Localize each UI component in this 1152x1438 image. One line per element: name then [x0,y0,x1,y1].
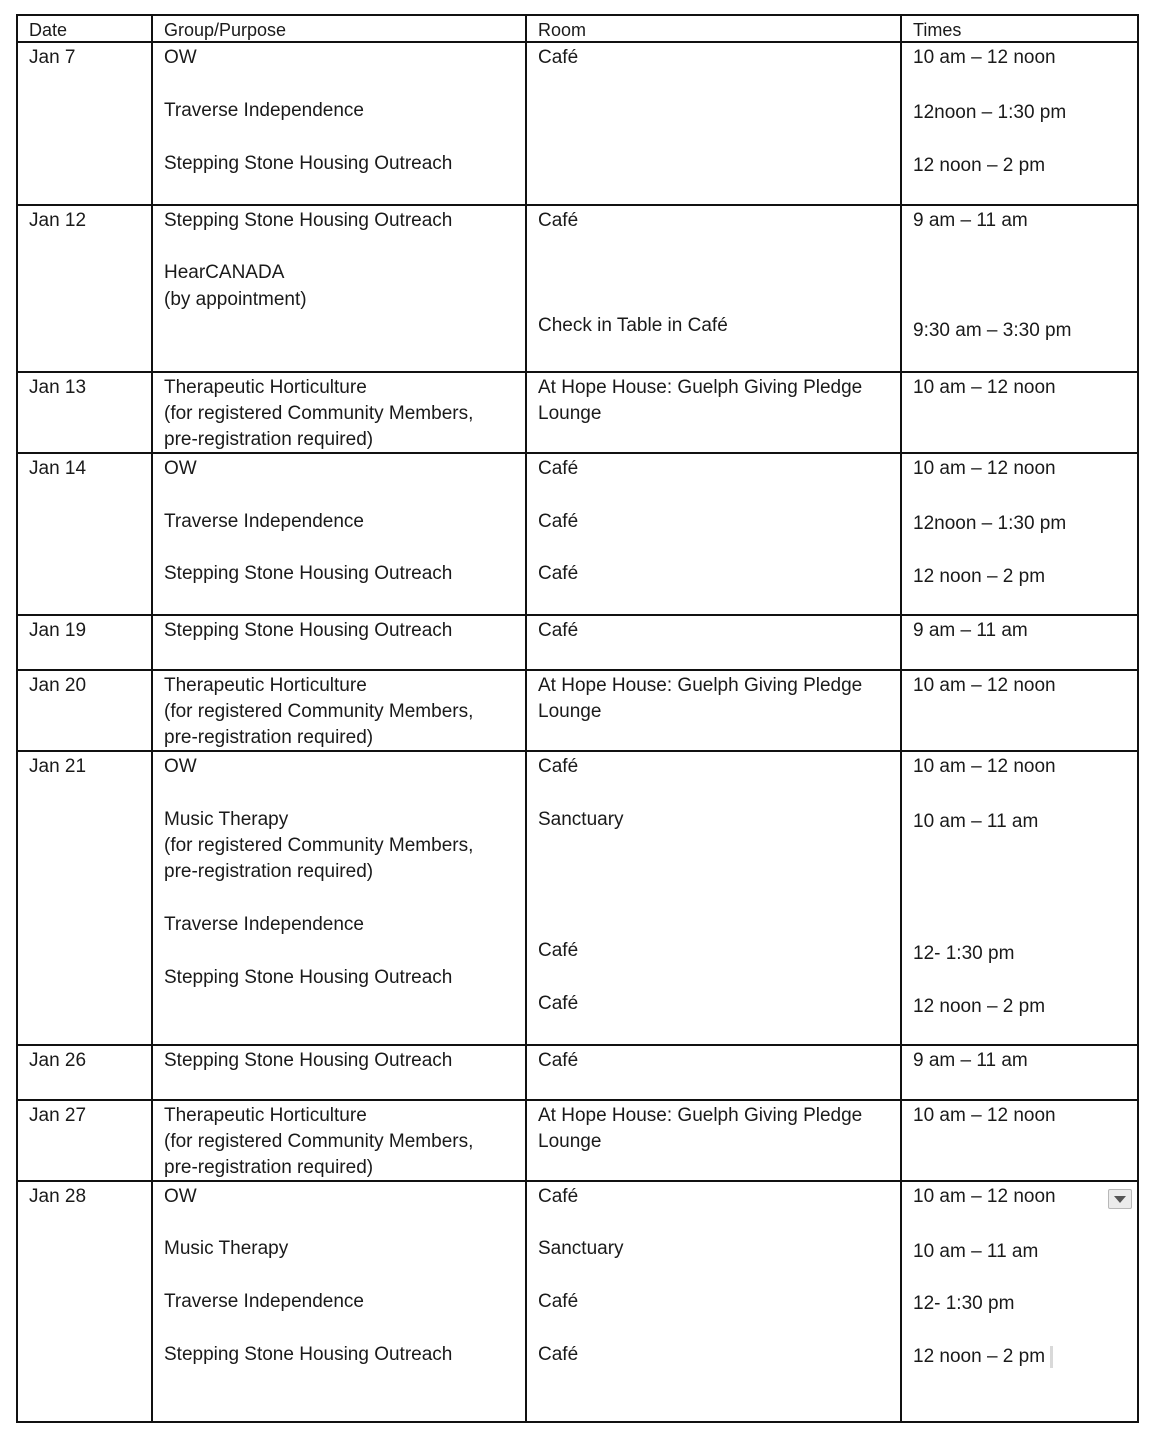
column-divider [525,14,527,1423]
cell-dropdown-button[interactable] [1108,1189,1132,1209]
row-divider [16,204,1139,206]
group-cell: (by appointment) [164,289,307,310]
room-cell: Café [538,993,579,1014]
date-cell: Jan 21 [29,756,87,777]
room-cell: Sanctuary [538,809,624,830]
room-cell: Café [538,1186,579,1207]
row-divider [16,1099,1139,1101]
time-cell: 12noon – 1:30 pm [913,513,1067,534]
group-cell: Stepping Stone Housing Outreach [164,153,453,174]
group-cell: pre-registration required) [164,429,374,450]
room-cell: Sanctuary [538,1238,624,1259]
column-divider [151,14,153,1423]
time-cell: 10 am – 12 noon [913,458,1056,479]
room-cell: Lounge [538,1131,602,1152]
group-cell: Stepping Stone Housing Outreach [164,1344,453,1365]
column-divider [900,14,902,1423]
time-cell: 10 am – 11 am [913,811,1039,832]
group-cell: OW [164,458,197,479]
group-cell: Music Therapy [164,1238,289,1259]
group-cell: Traverse Independence [164,1291,364,1312]
group-cell: (for registered Community Members, [164,403,474,424]
time-cell: 10 am – 12 noon [913,47,1056,68]
room-cell: At Hope House: Guelph Giving Pledge [538,377,863,398]
group-cell: Traverse Independence [164,100,364,121]
row-divider [16,41,1139,43]
table-border-bottom [16,1421,1139,1423]
time-cell: 9 am – 11 am [913,210,1028,231]
time-cell: 12 noon – 2 pm [913,566,1046,587]
schedule-table [16,14,1139,1423]
group-cell: Traverse Independence [164,914,364,935]
time-cell: 12noon – 1:30 pm [913,102,1067,123]
group-cell: Therapeutic Horticulture [164,675,367,696]
header-group-purpose: Group/Purpose [164,20,287,40]
row-divider [16,614,1139,616]
room-cell: Café [538,458,579,479]
group-cell: Stepping Stone Housing Outreach [164,620,453,641]
group-cell: Music Therapy [164,809,289,830]
room-cell: Café [538,1291,579,1312]
date-cell: Jan 26 [29,1050,87,1071]
table-border-left [16,14,18,1423]
table-border-top [16,14,1139,16]
table-border-right [1137,14,1139,1423]
time-cell: 12 noon – 2 pm [913,155,1046,176]
chevron-down-icon[interactable] [1109,1190,1131,1208]
group-cell: Therapeutic Horticulture [164,377,367,398]
time-cell: 10 am – 12 noon [913,756,1056,777]
date-cell: Jan 27 [29,1105,87,1126]
row-divider [16,669,1139,671]
room-cell: At Hope House: Guelph Giving Pledge [538,675,863,696]
date-cell: Jan 19 [29,620,87,641]
group-cell: HearCANADA [164,262,285,283]
room-cell: Café [538,940,579,961]
time-cell: 10 am – 12 noon [913,1105,1056,1126]
room-cell: Café [538,511,579,532]
group-cell: Traverse Independence [164,511,364,532]
row-divider [16,371,1139,373]
group-cell: OW [164,756,197,777]
time-cell: 12 noon – 2 pm [913,1346,1046,1367]
time-cell: 10 am – 12 noon [913,377,1056,398]
room-cell: Check in Table in Café [538,315,728,336]
group-cell: Stepping Stone Housing Outreach [164,563,453,584]
date-cell: Jan 12 [29,210,87,231]
date-cell: Jan 13 [29,377,87,398]
time-cell: 12 noon – 2 pm [913,996,1046,1017]
group-cell: pre-registration required) [164,861,374,882]
group-cell: Stepping Stone Housing Outreach [164,1050,453,1071]
room-cell: Café [538,47,579,68]
room-cell: Café [538,756,579,777]
room-cell: Lounge [538,403,602,424]
time-cell: 10 am – 11 am [913,1241,1039,1262]
room-cell: At Hope House: Guelph Giving Pledge [538,1105,863,1126]
header-room: Room [538,20,587,40]
header-date: Date [29,20,68,40]
time-cell: 12- 1:30 pm [913,943,1015,964]
room-cell: Café [538,1344,579,1365]
group-cell: Stepping Stone Housing Outreach [164,967,453,988]
time-cell: 9 am – 11 am [913,620,1028,641]
group-cell: pre-registration required) [164,727,374,748]
room-cell: Café [538,563,579,584]
date-cell: Jan 14 [29,458,87,479]
group-cell: pre-registration required) [164,1157,374,1178]
time-cell: 12- 1:30 pm [913,1293,1015,1314]
group-cell: Stepping Stone Housing Outreach [164,210,453,231]
row-divider [16,1044,1139,1046]
group-cell: OW [164,1186,197,1207]
time-cell: 9 am – 11 am [913,1050,1028,1071]
group-cell: (for registered Community Members, [164,1131,474,1152]
group-cell: OW [164,47,197,68]
room-cell: Café [538,620,579,641]
date-cell: Jan 20 [29,675,87,696]
time-cell: 10 am – 12 noon [913,1186,1056,1207]
date-cell: Jan 7 [29,47,76,68]
group-cell: (for registered Community Members, [164,701,474,722]
room-cell: Lounge [538,701,602,722]
group-cell: (for registered Community Members, [164,835,474,856]
text-cursor [1050,1346,1053,1368]
date-cell: Jan 28 [29,1186,87,1207]
room-cell: Café [538,1050,579,1071]
room-cell: Café [538,210,579,231]
header-times: Times [913,20,962,40]
time-cell: 10 am – 12 noon [913,675,1056,696]
group-cell: Therapeutic Horticulture [164,1105,367,1126]
time-cell: 9:30 am – 3:30 pm [913,320,1072,341]
